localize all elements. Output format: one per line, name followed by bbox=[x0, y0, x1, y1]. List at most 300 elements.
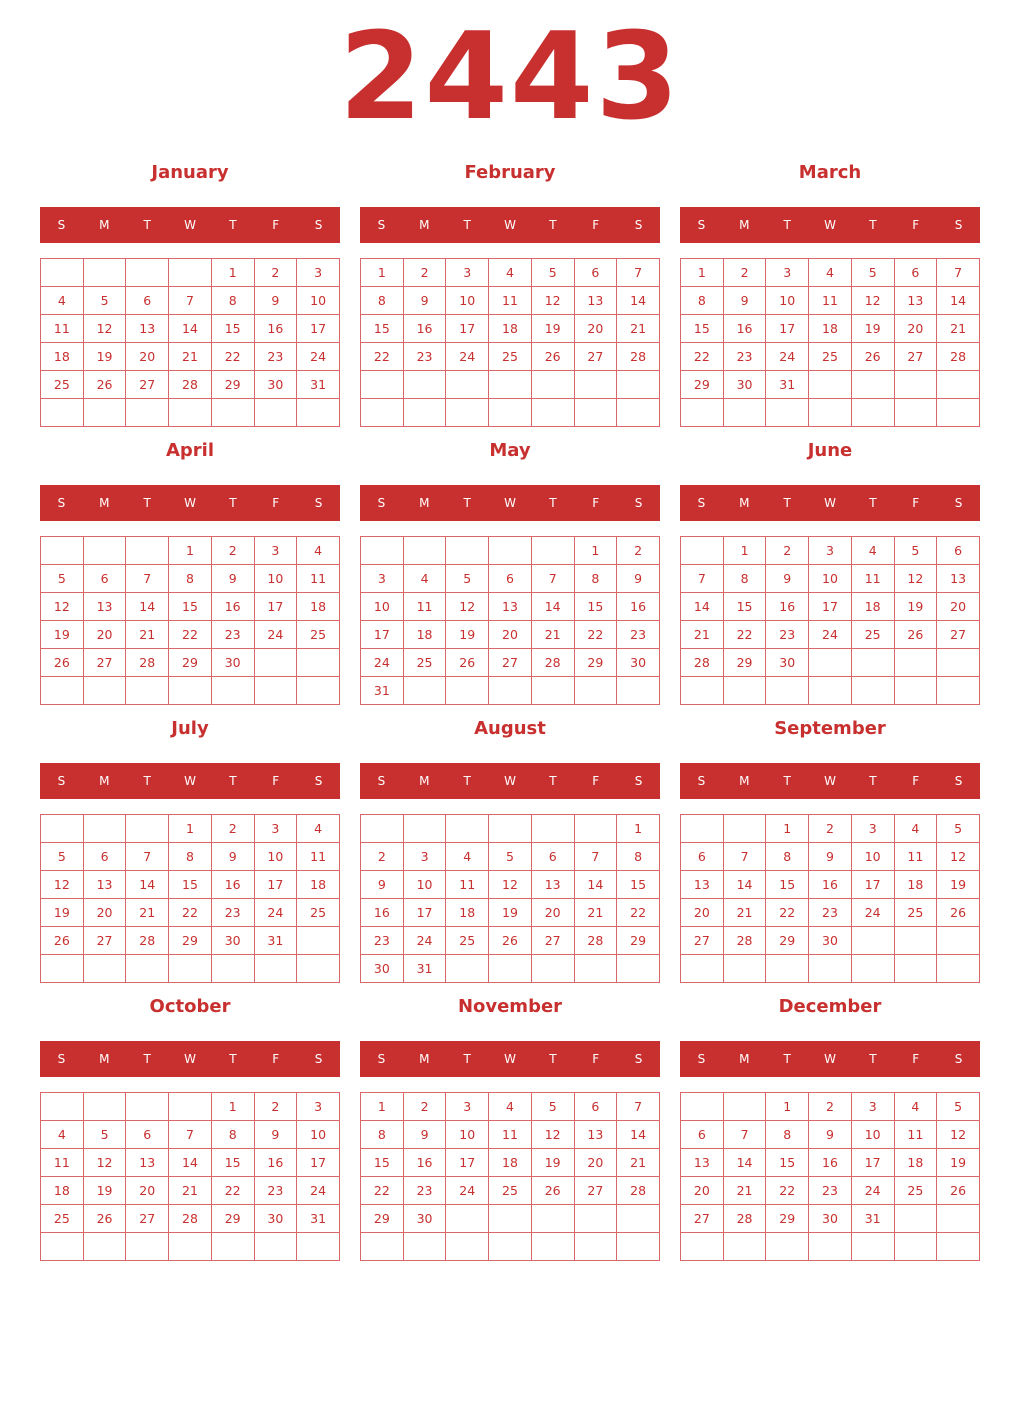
week-row bbox=[361, 565, 660, 593]
day-cell bbox=[83, 399, 126, 427]
weekday-label: S bbox=[634, 1052, 643, 1066]
day-cell: 19 bbox=[894, 593, 937, 621]
day-cell: 13 bbox=[681, 871, 724, 899]
day-cell: 4 bbox=[809, 259, 852, 287]
day-cell bbox=[489, 815, 532, 843]
weekday-header bbox=[40, 207, 340, 243]
day-cell: 18 bbox=[446, 899, 489, 927]
weekday-label: F bbox=[592, 218, 600, 232]
day-cell: 1 bbox=[211, 259, 254, 287]
day-cell bbox=[766, 1233, 809, 1261]
day-cell bbox=[937, 649, 980, 677]
day-cell: 28 bbox=[126, 927, 169, 955]
day-cell bbox=[681, 955, 724, 983]
day-cell: 4 bbox=[894, 1093, 937, 1121]
day-cell bbox=[937, 371, 980, 399]
weekday-label: T bbox=[229, 496, 237, 510]
day-cell: 8 bbox=[766, 1121, 809, 1149]
day-cell: 25 bbox=[894, 1177, 937, 1205]
day-cell: 4 bbox=[403, 565, 446, 593]
day-cell: 10 bbox=[297, 287, 340, 315]
week-row bbox=[681, 899, 980, 927]
day-cell: 19 bbox=[83, 343, 126, 371]
day-cell bbox=[126, 955, 169, 983]
weekday-label: T bbox=[463, 1052, 471, 1066]
day-cell: 12 bbox=[531, 287, 574, 315]
day-cell: 27 bbox=[489, 649, 532, 677]
week-row bbox=[41, 371, 340, 399]
day-cell: 5 bbox=[41, 843, 84, 871]
day-cell: 14 bbox=[169, 1149, 212, 1177]
day-cell bbox=[83, 259, 126, 287]
day-cell: 26 bbox=[531, 1177, 574, 1205]
day-cell: 27 bbox=[531, 927, 574, 955]
weekday-header bbox=[40, 763, 340, 799]
month-january bbox=[40, 161, 340, 427]
day-cell bbox=[126, 1093, 169, 1121]
day-cell: 23 bbox=[254, 1177, 297, 1205]
day-cell: 19 bbox=[41, 899, 84, 927]
day-cell: 14 bbox=[723, 871, 766, 899]
day-cell: 30 bbox=[254, 371, 297, 399]
day-cell: 2 bbox=[766, 537, 809, 565]
day-cell: 26 bbox=[41, 927, 84, 955]
week-row bbox=[41, 815, 340, 843]
weekday-label: M bbox=[99, 774, 110, 788]
day-cell: 14 bbox=[681, 593, 724, 621]
day-cell bbox=[403, 1233, 446, 1261]
day-cell: 29 bbox=[169, 649, 212, 677]
day-cell: 1 bbox=[211, 1093, 254, 1121]
day-cell: 11 bbox=[894, 843, 937, 871]
day-cell bbox=[446, 399, 489, 427]
day-cell: 7 bbox=[169, 287, 212, 315]
day-cell bbox=[446, 537, 489, 565]
day-cell: 3 bbox=[809, 537, 852, 565]
day-cell bbox=[41, 1093, 84, 1121]
week-row bbox=[681, 1233, 980, 1261]
day-cell: 16 bbox=[211, 593, 254, 621]
day-cell: 30 bbox=[211, 927, 254, 955]
week-row bbox=[41, 843, 340, 871]
day-cell: 24 bbox=[254, 621, 297, 649]
day-cell: 6 bbox=[531, 843, 574, 871]
day-cell bbox=[851, 927, 894, 955]
weekday-header bbox=[360, 207, 660, 243]
week-row bbox=[681, 871, 980, 899]
day-cell: 14 bbox=[937, 287, 980, 315]
day-cell: 28 bbox=[937, 343, 980, 371]
day-cell: 26 bbox=[851, 343, 894, 371]
day-cell: 18 bbox=[403, 621, 446, 649]
day-cell bbox=[937, 927, 980, 955]
week-row bbox=[361, 815, 660, 843]
weekday-label: W bbox=[824, 218, 836, 232]
day-cell: 16 bbox=[617, 593, 660, 621]
day-cell: 11 bbox=[851, 565, 894, 593]
weekday-label: W bbox=[504, 1052, 516, 1066]
day-cell: 25 bbox=[894, 899, 937, 927]
day-cell: 31 bbox=[851, 1205, 894, 1233]
weekday-label: M bbox=[419, 496, 430, 510]
week-row bbox=[681, 1121, 980, 1149]
day-cell: 28 bbox=[169, 371, 212, 399]
weekday-header bbox=[360, 763, 660, 799]
day-cell: 11 bbox=[489, 287, 532, 315]
week-row bbox=[361, 1177, 660, 1205]
day-cell bbox=[723, 399, 766, 427]
weekday-label: M bbox=[99, 1052, 110, 1066]
day-cell: 17 bbox=[446, 1149, 489, 1177]
day-cell bbox=[446, 815, 489, 843]
day-cell: 17 bbox=[297, 315, 340, 343]
day-cell: 26 bbox=[446, 649, 489, 677]
day-grid bbox=[40, 536, 340, 705]
day-cell: 10 bbox=[851, 1121, 894, 1149]
day-cell: 27 bbox=[83, 649, 126, 677]
weekday-label: S bbox=[57, 1052, 66, 1066]
day-cell bbox=[403, 677, 446, 705]
day-cell: 1 bbox=[617, 815, 660, 843]
day-cell: 16 bbox=[211, 871, 254, 899]
day-cell bbox=[169, 259, 212, 287]
day-cell: 21 bbox=[617, 315, 660, 343]
day-cell: 2 bbox=[361, 843, 404, 871]
day-cell bbox=[894, 371, 937, 399]
weekday-label: M bbox=[419, 218, 430, 232]
day-cell bbox=[894, 955, 937, 983]
day-cell: 11 bbox=[809, 287, 852, 315]
day-cell: 20 bbox=[574, 1149, 617, 1177]
day-cell: 24 bbox=[446, 343, 489, 371]
day-cell bbox=[169, 955, 212, 983]
day-cell: 25 bbox=[403, 649, 446, 677]
day-cell: 24 bbox=[851, 899, 894, 927]
day-cell: 3 bbox=[254, 815, 297, 843]
day-cell: 7 bbox=[574, 843, 617, 871]
weekday-label: S bbox=[697, 218, 706, 232]
day-cell: 16 bbox=[403, 315, 446, 343]
day-cell bbox=[894, 677, 937, 705]
week-row bbox=[681, 843, 980, 871]
day-cell bbox=[169, 1233, 212, 1261]
day-cell: 4 bbox=[489, 1093, 532, 1121]
week-row bbox=[361, 315, 660, 343]
day-cell bbox=[851, 371, 894, 399]
month-name: March bbox=[798, 162, 862, 183]
day-cell: 4 bbox=[41, 1121, 84, 1149]
day-cell: 12 bbox=[446, 593, 489, 621]
week-row bbox=[361, 955, 660, 983]
day-cell: 23 bbox=[211, 899, 254, 927]
week-row bbox=[41, 677, 340, 705]
day-cell: 1 bbox=[361, 259, 404, 287]
day-cell: 2 bbox=[809, 815, 852, 843]
day-cell: 12 bbox=[83, 1149, 126, 1177]
day-cell: 6 bbox=[83, 565, 126, 593]
day-cell: 23 bbox=[403, 1177, 446, 1205]
day-cell bbox=[297, 927, 340, 955]
day-cell: 9 bbox=[809, 843, 852, 871]
week-row bbox=[361, 287, 660, 315]
day-cell bbox=[723, 1233, 766, 1261]
day-cell: 8 bbox=[169, 843, 212, 871]
weekday-label: F bbox=[912, 774, 920, 788]
day-cell: 24 bbox=[851, 1177, 894, 1205]
month-november bbox=[360, 995, 660, 1261]
month-august bbox=[360, 717, 660, 983]
day-cell: 30 bbox=[809, 1205, 852, 1233]
week-row bbox=[681, 1093, 980, 1121]
day-cell: 7 bbox=[126, 843, 169, 871]
day-cell bbox=[531, 1205, 574, 1233]
day-cell: 22 bbox=[681, 343, 724, 371]
weekday-label: F bbox=[912, 218, 920, 232]
weekday-label: S bbox=[634, 774, 643, 788]
day-cell: 18 bbox=[297, 871, 340, 899]
day-cell: 14 bbox=[126, 593, 169, 621]
week-row bbox=[681, 343, 980, 371]
day-cell: 12 bbox=[894, 565, 937, 593]
day-cell: 29 bbox=[617, 927, 660, 955]
day-cell bbox=[723, 1093, 766, 1121]
day-grid bbox=[360, 814, 660, 983]
week-row bbox=[361, 1121, 660, 1149]
day-cell bbox=[489, 399, 532, 427]
weekday-label: M bbox=[739, 774, 750, 788]
month-march bbox=[680, 161, 980, 427]
day-cell bbox=[766, 677, 809, 705]
day-cell bbox=[126, 677, 169, 705]
day-cell: 27 bbox=[126, 371, 169, 399]
week-row bbox=[41, 565, 340, 593]
day-cell: 9 bbox=[403, 1121, 446, 1149]
day-cell: 27 bbox=[126, 1205, 169, 1233]
weekday-label: T bbox=[869, 1052, 877, 1066]
day-cell: 10 bbox=[254, 843, 297, 871]
day-cell bbox=[809, 371, 852, 399]
day-cell: 19 bbox=[531, 1149, 574, 1177]
weekday-label: T bbox=[463, 496, 471, 510]
day-cell bbox=[254, 649, 297, 677]
weekday-header bbox=[40, 1041, 340, 1077]
day-cell: 20 bbox=[126, 343, 169, 371]
day-cell: 22 bbox=[766, 1177, 809, 1205]
day-cell: 29 bbox=[361, 1205, 404, 1233]
week-row bbox=[681, 1205, 980, 1233]
weekday-header bbox=[680, 485, 980, 521]
day-cell bbox=[211, 399, 254, 427]
day-cell bbox=[126, 537, 169, 565]
day-cell: 4 bbox=[489, 259, 532, 287]
day-cell: 2 bbox=[211, 537, 254, 565]
day-cell bbox=[809, 1233, 852, 1261]
day-cell: 18 bbox=[297, 593, 340, 621]
day-cell: 5 bbox=[894, 537, 937, 565]
weekday-label: W bbox=[184, 496, 196, 510]
day-cell: 20 bbox=[894, 315, 937, 343]
day-cell bbox=[403, 371, 446, 399]
week-row bbox=[361, 927, 660, 955]
day-cell: 7 bbox=[723, 843, 766, 871]
weekday-label: S bbox=[634, 218, 643, 232]
week-row bbox=[681, 1149, 980, 1177]
day-cell: 11 bbox=[297, 565, 340, 593]
day-cell bbox=[126, 399, 169, 427]
weekday-label: M bbox=[419, 1052, 430, 1066]
day-cell bbox=[681, 815, 724, 843]
day-cell: 23 bbox=[211, 621, 254, 649]
weekday-label: S bbox=[954, 496, 963, 510]
day-cell: 30 bbox=[617, 649, 660, 677]
day-cell: 28 bbox=[617, 343, 660, 371]
week-row bbox=[361, 537, 660, 565]
day-cell: 2 bbox=[211, 815, 254, 843]
day-cell: 17 bbox=[297, 1149, 340, 1177]
day-cell: 2 bbox=[403, 1093, 446, 1121]
day-cell: 22 bbox=[211, 343, 254, 371]
day-cell bbox=[851, 1233, 894, 1261]
day-cell: 8 bbox=[361, 287, 404, 315]
day-cell: 15 bbox=[211, 315, 254, 343]
day-grid bbox=[360, 536, 660, 705]
day-cell bbox=[446, 371, 489, 399]
day-cell: 5 bbox=[851, 259, 894, 287]
day-cell: 26 bbox=[937, 1177, 980, 1205]
day-cell: 5 bbox=[531, 1093, 574, 1121]
day-cell bbox=[894, 1205, 937, 1233]
weekday-label: T bbox=[783, 218, 791, 232]
day-cell bbox=[617, 677, 660, 705]
day-cell: 16 bbox=[809, 871, 852, 899]
day-cell: 15 bbox=[617, 871, 660, 899]
week-row bbox=[681, 537, 980, 565]
day-cell: 27 bbox=[894, 343, 937, 371]
day-cell: 25 bbox=[489, 1177, 532, 1205]
week-row bbox=[681, 565, 980, 593]
month-name: February bbox=[464, 162, 556, 183]
day-cell: 22 bbox=[617, 899, 660, 927]
day-cell: 21 bbox=[126, 899, 169, 927]
day-cell bbox=[894, 1233, 937, 1261]
day-cell: 24 bbox=[297, 1177, 340, 1205]
day-cell bbox=[809, 399, 852, 427]
weekday-label: W bbox=[184, 1052, 196, 1066]
month-name: June bbox=[807, 440, 853, 461]
day-cell bbox=[169, 399, 212, 427]
day-cell: 13 bbox=[574, 287, 617, 315]
week-row bbox=[361, 871, 660, 899]
day-cell: 1 bbox=[766, 1093, 809, 1121]
weekday-label: T bbox=[143, 218, 151, 232]
day-cell: 28 bbox=[617, 1177, 660, 1205]
week-row bbox=[681, 815, 980, 843]
day-cell: 7 bbox=[723, 1121, 766, 1149]
day-cell: 23 bbox=[809, 1177, 852, 1205]
day-cell: 14 bbox=[126, 871, 169, 899]
weekday-label: F bbox=[272, 1052, 280, 1066]
day-cell bbox=[531, 1233, 574, 1261]
day-cell: 28 bbox=[169, 1205, 212, 1233]
day-cell: 7 bbox=[126, 565, 169, 593]
day-cell: 30 bbox=[361, 955, 404, 983]
day-cell bbox=[83, 815, 126, 843]
day-cell: 4 bbox=[41, 287, 84, 315]
day-cell: 29 bbox=[766, 1205, 809, 1233]
weekday-label: S bbox=[377, 774, 386, 788]
day-cell bbox=[83, 677, 126, 705]
day-cell: 25 bbox=[41, 371, 84, 399]
day-cell bbox=[574, 399, 617, 427]
day-cell bbox=[126, 1233, 169, 1261]
day-cell bbox=[851, 649, 894, 677]
day-cell bbox=[83, 1093, 126, 1121]
day-cell: 18 bbox=[809, 315, 852, 343]
day-cell: 4 bbox=[297, 815, 340, 843]
day-cell bbox=[403, 537, 446, 565]
day-cell: 8 bbox=[361, 1121, 404, 1149]
day-cell: 8 bbox=[723, 565, 766, 593]
day-cell: 2 bbox=[254, 1093, 297, 1121]
day-cell: 4 bbox=[446, 843, 489, 871]
day-cell: 9 bbox=[766, 565, 809, 593]
weekday-label: S bbox=[697, 1052, 706, 1066]
week-row bbox=[41, 871, 340, 899]
day-cell: 30 bbox=[211, 649, 254, 677]
month-may bbox=[360, 439, 660, 705]
day-cell bbox=[681, 1233, 724, 1261]
day-cell: 31 bbox=[361, 677, 404, 705]
week-row bbox=[681, 677, 980, 705]
day-cell: 3 bbox=[766, 259, 809, 287]
day-grid bbox=[40, 1092, 340, 1261]
day-cell bbox=[489, 371, 532, 399]
day-cell: 23 bbox=[617, 621, 660, 649]
weekday-label: W bbox=[184, 774, 196, 788]
week-row bbox=[41, 1149, 340, 1177]
week-row bbox=[41, 343, 340, 371]
day-cell: 3 bbox=[851, 815, 894, 843]
day-cell: 5 bbox=[937, 1093, 980, 1121]
day-cell: 25 bbox=[809, 343, 852, 371]
day-cell bbox=[169, 677, 212, 705]
weekday-label: T bbox=[783, 496, 791, 510]
month-february bbox=[360, 161, 660, 427]
day-cell: 19 bbox=[446, 621, 489, 649]
day-cell bbox=[617, 955, 660, 983]
day-cell: 17 bbox=[403, 899, 446, 927]
day-cell: 14 bbox=[574, 871, 617, 899]
day-cell bbox=[766, 955, 809, 983]
day-cell: 19 bbox=[83, 1177, 126, 1205]
day-cell: 13 bbox=[894, 287, 937, 315]
day-cell: 6 bbox=[83, 843, 126, 871]
day-cell: 13 bbox=[83, 593, 126, 621]
weekday-label: M bbox=[739, 1052, 750, 1066]
day-cell: 1 bbox=[169, 815, 212, 843]
day-cell: 3 bbox=[297, 259, 340, 287]
day-cell: 22 bbox=[723, 621, 766, 649]
day-cell: 10 bbox=[766, 287, 809, 315]
day-cell: 31 bbox=[297, 371, 340, 399]
weekday-label: T bbox=[463, 774, 471, 788]
day-grid bbox=[680, 258, 980, 427]
day-cell: 29 bbox=[766, 927, 809, 955]
day-cell: 11 bbox=[41, 1149, 84, 1177]
weekday-label: S bbox=[697, 774, 706, 788]
day-cell: 15 bbox=[211, 1149, 254, 1177]
week-row bbox=[41, 593, 340, 621]
